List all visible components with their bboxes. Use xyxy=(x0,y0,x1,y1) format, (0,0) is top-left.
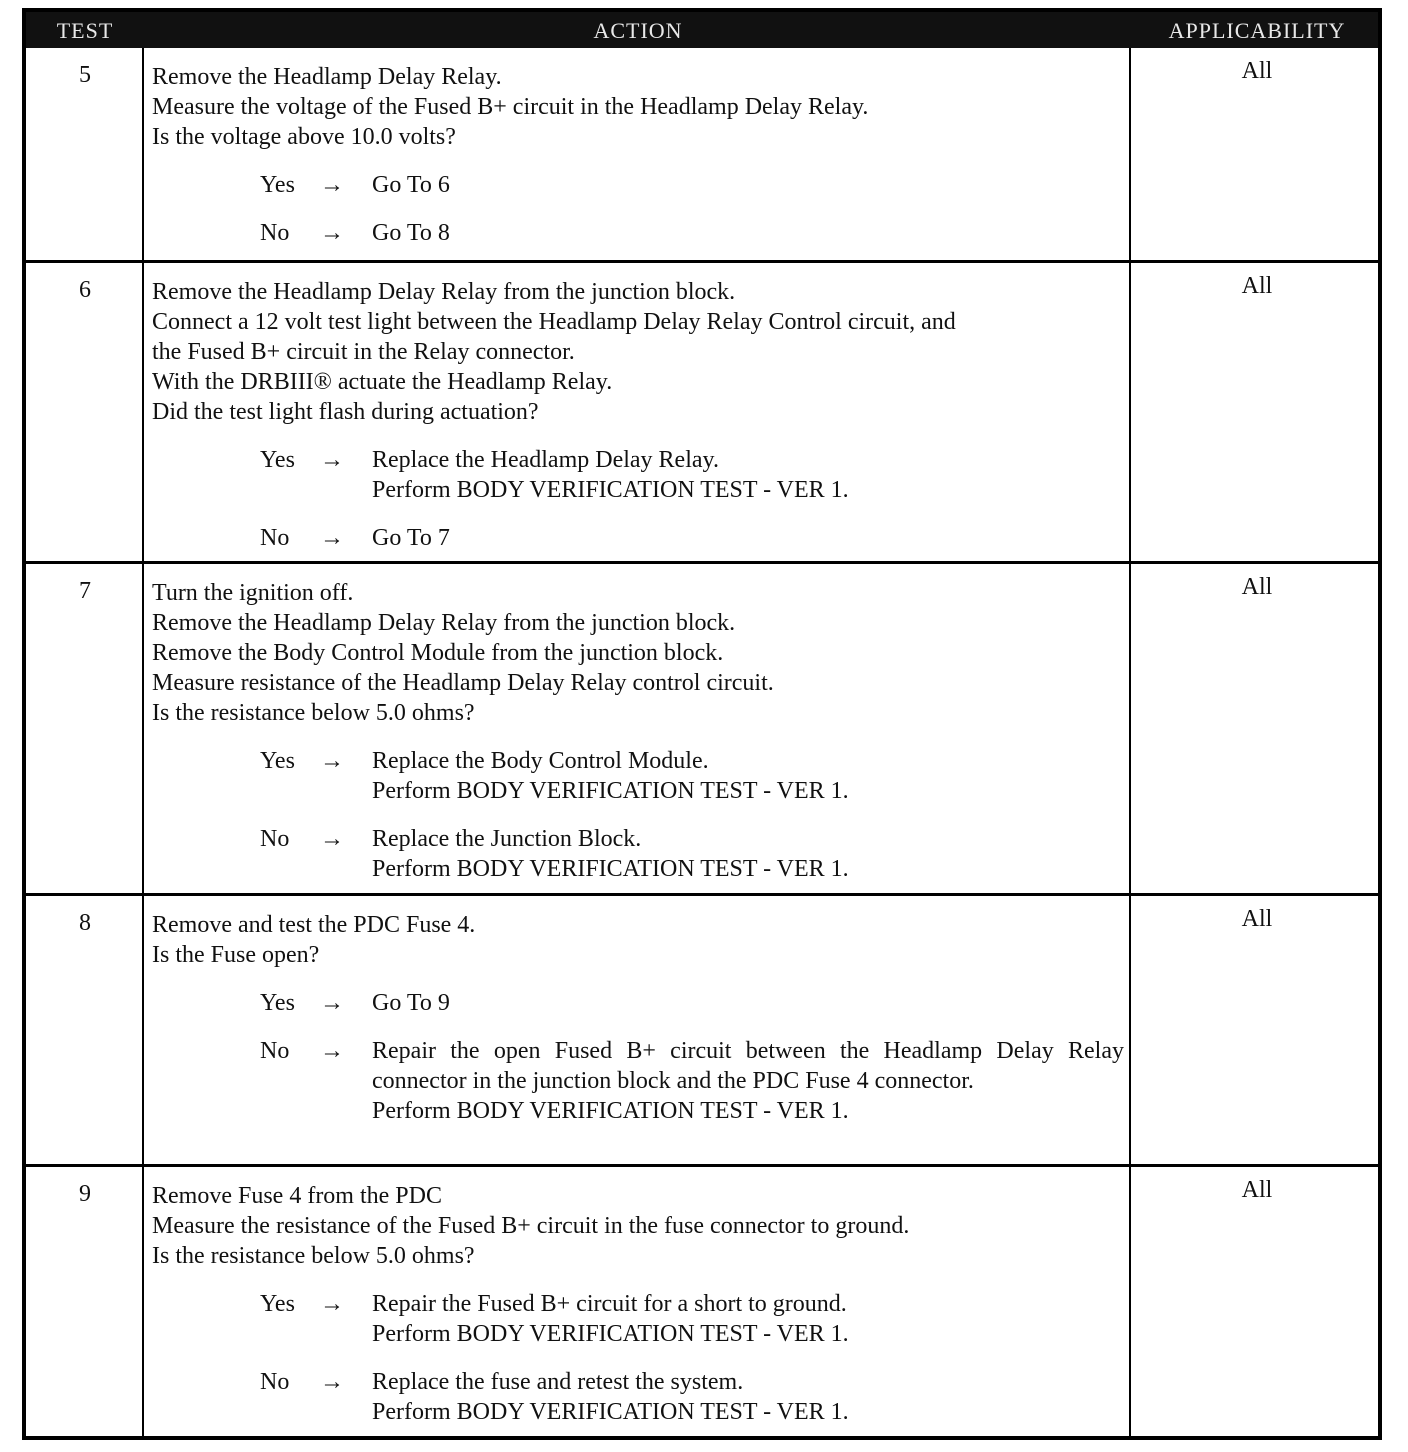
arrow-icon: → xyxy=(320,748,344,774)
result-text xyxy=(372,218,1124,248)
result-text xyxy=(372,523,1124,553)
applicability-cell: All xyxy=(1241,906,1273,932)
action-cell xyxy=(152,910,1124,1126)
spacer xyxy=(152,728,1124,746)
action-line: the Fused B+ circuit in the Relay connector. xyxy=(152,339,575,365)
result-line: Perform BODY VERIFICATION TEST - VER 1. xyxy=(372,1399,849,1425)
arrow-icon: → xyxy=(320,172,344,198)
result-answer: Yes xyxy=(260,172,295,198)
arrow-icon: → xyxy=(320,525,344,551)
arrow-icon: → xyxy=(320,1291,344,1317)
applicability-cell: All xyxy=(1241,58,1273,84)
result-answer: No xyxy=(260,1038,290,1064)
result-line: Perform BODY VERIFICATION TEST - VER 1. xyxy=(372,477,849,503)
result-branch xyxy=(152,1289,1124,1349)
result-line: Go To 6 xyxy=(372,172,450,198)
applicability-cell: All xyxy=(1241,1177,1273,1203)
action-line: Remove the Body Control Module from the junction block. xyxy=(152,640,724,666)
result-line: Go To 8 xyxy=(372,220,450,246)
result-answer: Yes xyxy=(260,1291,295,1317)
result-line: Perform BODY VERIFICATION TEST - VER 1. xyxy=(372,1098,849,1124)
result-line: Replace the Body Control Module. xyxy=(372,748,709,774)
action-cell xyxy=(152,62,1124,248)
arrow-icon: → xyxy=(320,220,344,246)
action-line: Remove the Headlamp Delay Relay. xyxy=(152,64,502,90)
arrow-icon: → xyxy=(320,826,344,852)
result-branch xyxy=(152,170,1124,200)
test-number: 7 xyxy=(79,578,91,604)
result-line: Repair the Fused B+ circuit for a short to ground. xyxy=(372,1291,847,1317)
action-line: Did the test light flash during actuation? xyxy=(152,399,539,425)
arrow-icon: → xyxy=(320,447,344,473)
action-line: Measure the voltage of the Fused B+ circuit in the Headlamp Delay Relay. xyxy=(152,94,869,120)
header-action: ACTION xyxy=(593,18,683,43)
table-header xyxy=(26,12,1378,48)
result-answer: Yes xyxy=(260,748,295,774)
action-line: Remove Fuse 4 from the PDC xyxy=(152,1183,442,1209)
action-cell xyxy=(152,277,1124,553)
test-number: 5 xyxy=(79,62,91,88)
table-row xyxy=(26,1164,1378,1440)
applicability-cell: All xyxy=(1241,574,1273,600)
result-answer: Yes xyxy=(260,447,295,473)
spacer xyxy=(152,970,1124,988)
result-branch xyxy=(152,523,1124,553)
spacer xyxy=(152,427,1124,445)
result-answer: No xyxy=(260,525,290,551)
table-row xyxy=(26,893,1378,1164)
result-text xyxy=(372,1289,1124,1349)
result-text xyxy=(372,988,1124,1018)
result-line: Perform BODY VERIFICATION TEST - VER 1. xyxy=(372,856,849,882)
result-line: Go To 9 xyxy=(372,990,450,1016)
action-line: Is the resistance below 5.0 ohms? xyxy=(152,1243,475,1269)
result-branch xyxy=(152,445,1124,505)
action-cell xyxy=(152,1181,1124,1427)
table-row xyxy=(26,561,1378,893)
action-line: Is the voltage above 10.0 volts? xyxy=(152,124,456,150)
result-text xyxy=(372,1367,1124,1427)
action-line: Is the Fuse open? xyxy=(152,942,320,968)
arrow-icon: → xyxy=(320,1038,344,1064)
action-line: With the DRBIII® actuate the Headlamp Relay. xyxy=(152,369,613,395)
diagnostic-table xyxy=(22,8,1382,1440)
result-branch xyxy=(152,746,1124,806)
result-line: Perform BODY VERIFICATION TEST - VER 1. xyxy=(372,778,849,804)
result-answer: Yes xyxy=(260,990,295,1016)
table-row xyxy=(26,260,1378,561)
result-line: Replace the fuse and retest the system. xyxy=(372,1369,744,1395)
test-number: 6 xyxy=(79,277,91,303)
result-text xyxy=(372,824,1124,884)
result-answer: No xyxy=(260,220,290,246)
action-line: Remove the Headlamp Delay Relay from the junction block. xyxy=(152,279,736,305)
result-branch xyxy=(152,988,1124,1018)
result-line: Perform BODY VERIFICATION TEST - VER 1. xyxy=(372,1321,849,1347)
action-line: Turn the ignition off. xyxy=(152,580,354,606)
action-line: Measure the resistance of the Fused B+ circuit in the fuse connector to ground. xyxy=(152,1213,910,1239)
result-paragraph: Repair the open Fused B+ circuit between the Headlamp Delay Relay connector in the junction block and the PDC Fuse 4 connector. xyxy=(372,1038,1124,1094)
result-text xyxy=(372,170,1124,200)
applicability-cell: All xyxy=(1241,273,1273,299)
test-number: 8 xyxy=(79,910,91,936)
result-line: Go To 7 xyxy=(372,525,450,551)
action-line: Measure resistance of the Headlamp Delay Relay control circuit. xyxy=(152,670,774,696)
action-line: Remove the Headlamp Delay Relay from the junction block. xyxy=(152,610,736,636)
spacer xyxy=(152,1271,1124,1289)
arrow-icon: → xyxy=(320,1369,344,1395)
result-branch xyxy=(152,218,1124,248)
result-branch xyxy=(152,1036,1124,1126)
action-line: Remove and test the PDC Fuse 4. xyxy=(152,912,476,938)
table-row xyxy=(26,48,1378,260)
result-text xyxy=(372,445,1124,505)
result-branch xyxy=(152,1367,1124,1427)
result-text xyxy=(372,1036,1124,1126)
result-branch xyxy=(152,824,1124,884)
arrow-icon: → xyxy=(320,990,344,1016)
header-applicability: APPLICABILITY xyxy=(1168,18,1346,43)
result-answer: No xyxy=(260,1369,290,1395)
action-cell xyxy=(152,578,1124,884)
test-number: 9 xyxy=(79,1181,91,1207)
result-line: Replace the Junction Block. xyxy=(372,826,642,852)
spacer xyxy=(152,152,1124,170)
result-answer: No xyxy=(260,826,290,852)
action-line: Connect a 12 volt test light between the Headlamp Delay Relay Control circuit, and xyxy=(152,309,956,335)
result-text xyxy=(372,746,1124,806)
result-line: Replace the Headlamp Delay Relay. xyxy=(372,447,719,473)
header-test: TEST xyxy=(56,18,114,43)
action-line: Is the resistance below 5.0 ohms? xyxy=(152,700,475,726)
